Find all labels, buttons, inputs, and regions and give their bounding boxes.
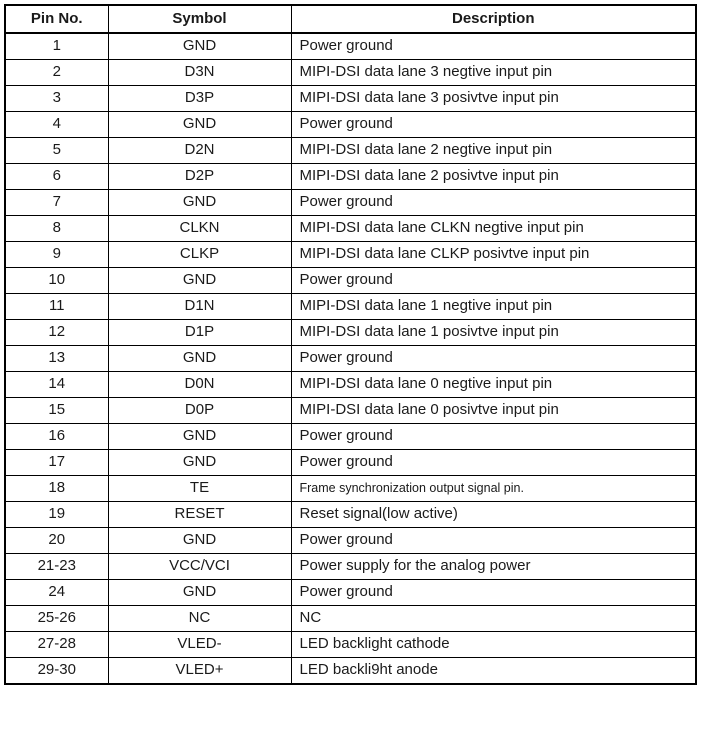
pin-cell: 6 bbox=[5, 164, 108, 190]
symbol-cell: D3N bbox=[108, 60, 291, 86]
pin-cell: 1 bbox=[5, 33, 108, 60]
symbol-cell: VCC/VCI bbox=[108, 554, 291, 580]
symbol-cell: D2P bbox=[108, 164, 291, 190]
pin-cell: 24 bbox=[5, 580, 108, 606]
description-cell: NC bbox=[291, 606, 696, 632]
symbol-cell: D2N bbox=[108, 138, 291, 164]
description-cell: Power ground bbox=[291, 580, 696, 606]
description-cell: MIPI-DSI data lane 1 posivtve input pin bbox=[291, 320, 696, 346]
symbol-cell: TE bbox=[108, 476, 291, 502]
table-row bbox=[5, 346, 696, 372]
table-row bbox=[5, 320, 696, 346]
table-row bbox=[5, 190, 696, 216]
symbol-cell: GND bbox=[108, 33, 291, 60]
symbol-cell: VLED- bbox=[108, 632, 291, 658]
pin-cell: 19 bbox=[5, 502, 108, 528]
symbol-cell: D1P bbox=[108, 320, 291, 346]
column-header-description: Description bbox=[291, 5, 696, 33]
pin-cell: 10 bbox=[5, 268, 108, 294]
table-row bbox=[5, 372, 696, 398]
description-cell: Reset signal(low active) bbox=[291, 502, 696, 528]
symbol-cell: D1N bbox=[108, 294, 291, 320]
symbol-cell: RESET bbox=[108, 502, 291, 528]
description-cell: Power ground bbox=[291, 346, 696, 372]
table-row bbox=[5, 658, 696, 685]
pin-cell: 17 bbox=[5, 450, 108, 476]
description-cell: MIPI-DSI data lane 0 negtive input pin bbox=[291, 372, 696, 398]
pin-cell: 3 bbox=[5, 86, 108, 112]
description-cell: Power ground bbox=[291, 33, 696, 60]
description-cell: MIPI-DSI data lane 2 posivtve input pin bbox=[291, 164, 696, 190]
column-header-symbol: Symbol bbox=[108, 5, 291, 33]
description-cell: MIPI-DSI data lane CLKN negtive input pin bbox=[291, 216, 696, 242]
table-row bbox=[5, 242, 696, 268]
table-row bbox=[5, 33, 696, 60]
description-cell: MIPI-DSI data lane 2 negtive input pin bbox=[291, 138, 696, 164]
column-header-pin-no: Pin No. bbox=[5, 5, 108, 33]
pin-cell: 21-23 bbox=[5, 554, 108, 580]
pin-description-table bbox=[4, 4, 697, 685]
symbol-cell: D0N bbox=[108, 372, 291, 398]
pin-cell: 2 bbox=[5, 60, 108, 86]
pin-cell: 4 bbox=[5, 112, 108, 138]
symbol-cell: CLKP bbox=[108, 242, 291, 268]
pin-cell: 5 bbox=[5, 138, 108, 164]
table-row bbox=[5, 476, 696, 502]
table-row bbox=[5, 112, 696, 138]
table-row bbox=[5, 398, 696, 424]
symbol-cell: GND bbox=[108, 580, 291, 606]
pin-cell: 14 bbox=[5, 372, 108, 398]
table-row bbox=[5, 164, 696, 190]
description-cell: Power ground bbox=[291, 190, 696, 216]
pin-cell: 11 bbox=[5, 294, 108, 320]
description-cell: MIPI-DSI data lane CLKP posivtve input pin bbox=[291, 242, 696, 268]
pin-cell: 18 bbox=[5, 476, 108, 502]
description-cell: Frame synchronization output signal pin. bbox=[291, 476, 696, 502]
description-cell: MIPI-DSI data lane 3 negtive input pin bbox=[291, 60, 696, 86]
pin-cell: 12 bbox=[5, 320, 108, 346]
table-header bbox=[5, 5, 696, 33]
table-body bbox=[5, 33, 696, 684]
symbol-cell: D3P bbox=[108, 86, 291, 112]
description-cell: MIPI-DSI data lane 3 posivtve input pin bbox=[291, 86, 696, 112]
table-row bbox=[5, 424, 696, 450]
description-cell: Power ground bbox=[291, 450, 696, 476]
symbol-cell: GND bbox=[108, 424, 291, 450]
description-cell: MIPI-DSI data lane 1 negtive input pin bbox=[291, 294, 696, 320]
pin-cell: 7 bbox=[5, 190, 108, 216]
description-cell: LED backli9ht anode bbox=[291, 658, 696, 685]
symbol-cell: GND bbox=[108, 450, 291, 476]
description-cell: Power ground bbox=[291, 112, 696, 138]
table-row bbox=[5, 606, 696, 632]
symbol-cell: VLED+ bbox=[108, 658, 291, 685]
symbol-cell: GND bbox=[108, 190, 291, 216]
table-row bbox=[5, 528, 696, 554]
symbol-cell: GND bbox=[108, 268, 291, 294]
pin-cell: 29-30 bbox=[5, 658, 108, 685]
table-row bbox=[5, 86, 696, 112]
pin-cell: 13 bbox=[5, 346, 108, 372]
symbol-cell: D0P bbox=[108, 398, 291, 424]
table-row bbox=[5, 450, 696, 476]
description-cell: MIPI-DSI data lane 0 posivtve input pin bbox=[291, 398, 696, 424]
description-cell: LED backlight cathode bbox=[291, 632, 696, 658]
table-row bbox=[5, 632, 696, 658]
table-row bbox=[5, 502, 696, 528]
table-row bbox=[5, 554, 696, 580]
symbol-cell: GND bbox=[108, 528, 291, 554]
table-row bbox=[5, 294, 696, 320]
symbol-cell: NC bbox=[108, 606, 291, 632]
description-cell: Power ground bbox=[291, 528, 696, 554]
table-row bbox=[5, 216, 696, 242]
symbol-cell: CLKN bbox=[108, 216, 291, 242]
pin-cell: 25-26 bbox=[5, 606, 108, 632]
pin-cell: 8 bbox=[5, 216, 108, 242]
symbol-cell: GND bbox=[108, 346, 291, 372]
description-cell: Power ground bbox=[291, 268, 696, 294]
table-row bbox=[5, 60, 696, 86]
description-cell: Power supply for the analog power bbox=[291, 554, 696, 580]
pin-cell: 27-28 bbox=[5, 632, 108, 658]
pin-cell: 9 bbox=[5, 242, 108, 268]
table-row bbox=[5, 138, 696, 164]
description-cell: Power ground bbox=[291, 424, 696, 450]
table-row bbox=[5, 268, 696, 294]
pin-cell: 16 bbox=[5, 424, 108, 450]
pin-cell: 15 bbox=[5, 398, 108, 424]
table-row bbox=[5, 580, 696, 606]
symbol-cell: GND bbox=[108, 112, 291, 138]
pin-cell: 20 bbox=[5, 528, 108, 554]
header-row bbox=[5, 5, 696, 33]
